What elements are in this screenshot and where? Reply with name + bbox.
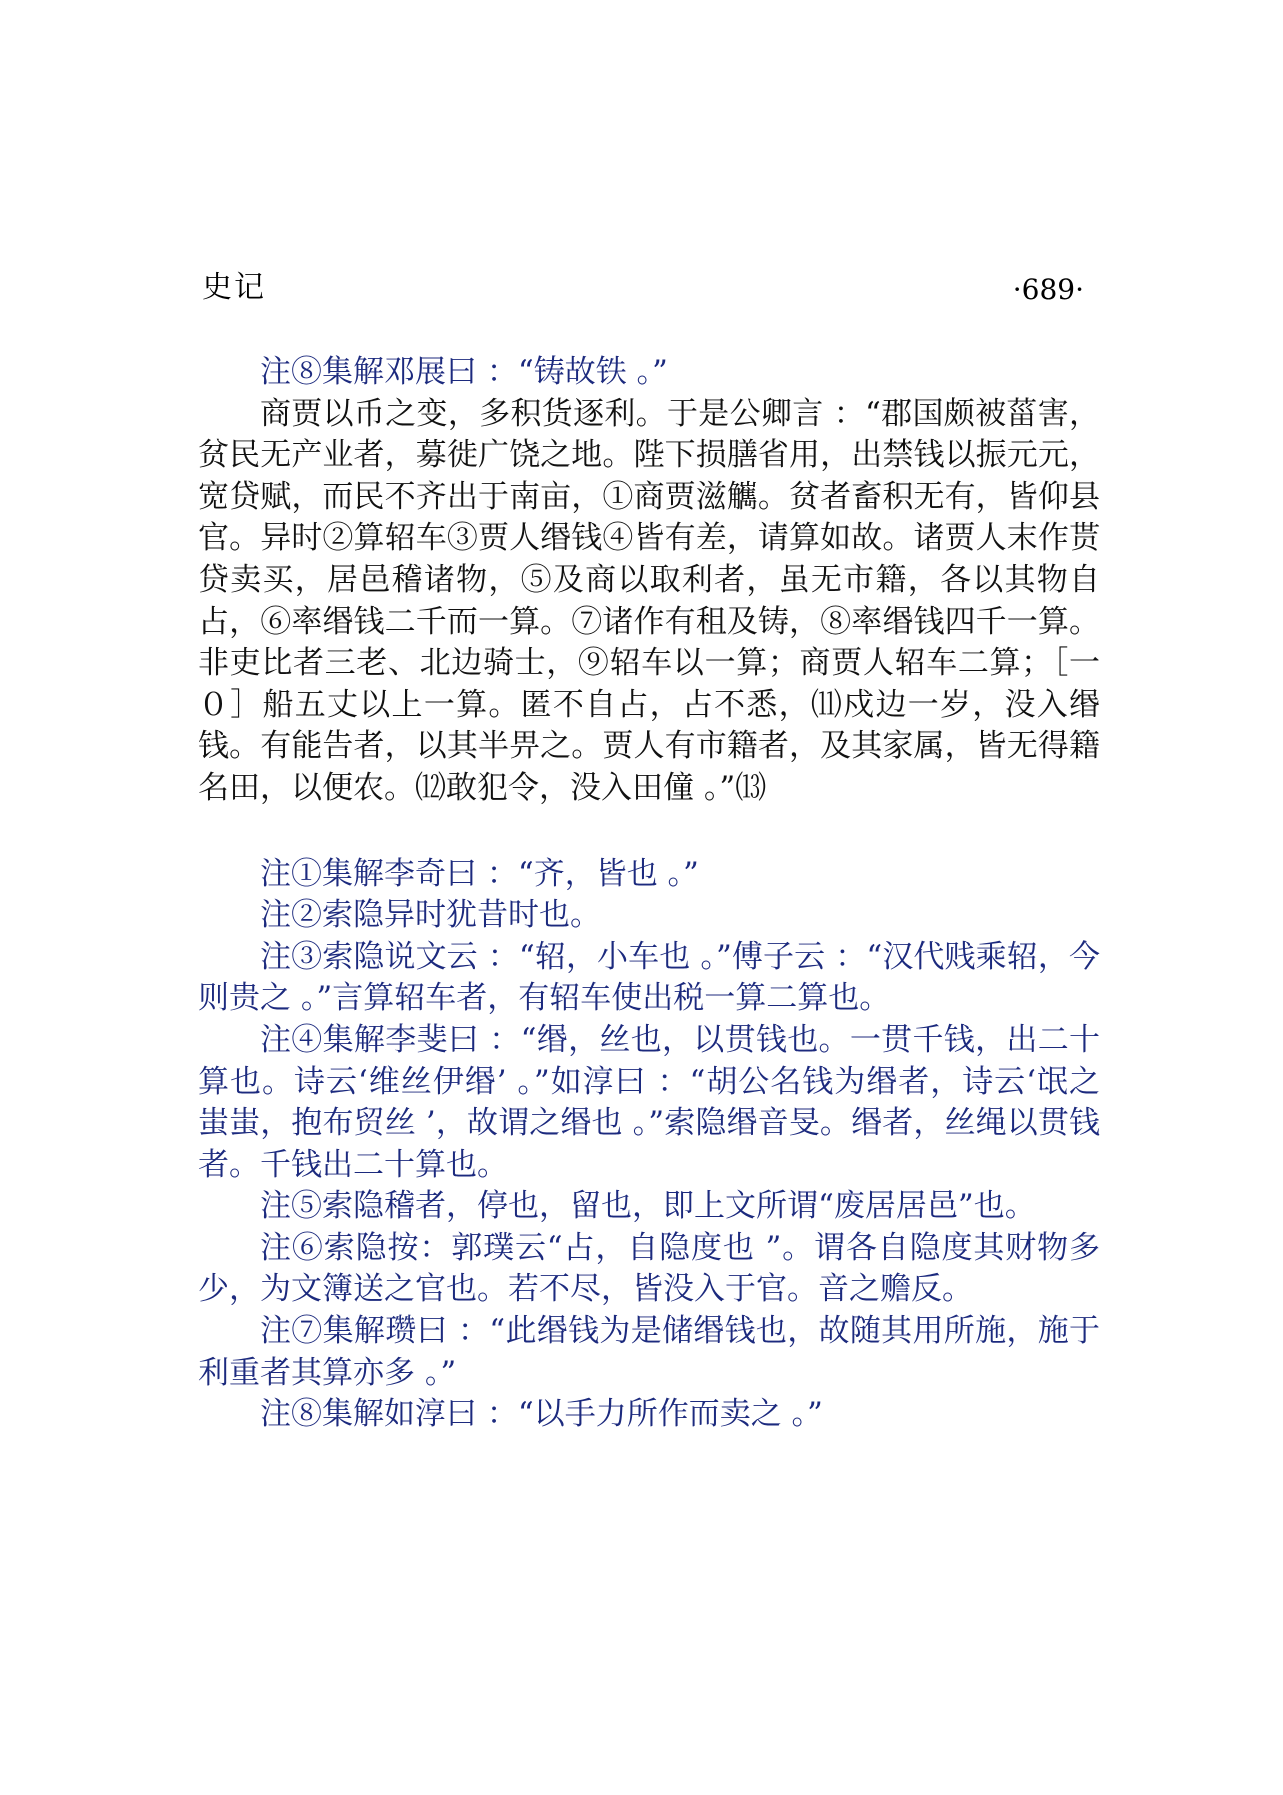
- note-5: 注⑤索隐稽者，停也，留也，即上文所谓“废居居邑”也。: [260, 1188, 1036, 1225]
- main-paragraph: 商贾以币之变，多积货逐利。于是公卿言 ：“郡国颇被菑害，贫民无产业者，募徙广饶之地。陛下损膳省用，出禁钱以振元元，宽贷赋，而民不齐出于南亩，①商贾滋觽。贫者畜积无有，皆仰县官。异时②算轺车③贾人缗钱④皆有差，请算如故。诸贾人末作贳贷卖买，居邑稽诸物，⑤及商以取利者，虽无市籍，各以其物自占，⑥率缗钱二千而一算。⑦诸作有租及铸，⑧率缗钱四千一算。非吏比者三老、北边骑士，⑨轺车以一算；商贾人轺车二算；［一０］船五丈以上一算。匿不自占，占不悉，⑾戍边一岁，没入缗钱。有能告者，以其半畀之。贾人有市籍者，及其家属，皆无得籍名田，以便农。⑿敢犯令，没入田僮 。”⒀: [198, 395, 1100, 806]
- note-7: 注⑦集解瓒曰 ：“此缗钱为是储缗钱也，故随其用所施，施于利重者其算亦多 。”: [198, 1313, 1100, 1391]
- note-6: 注⑥索隐按：郭璞云“占，自隐度也 ”。谓各自隐度其财物多少，为文簿送之官也。若不尽，皆没入于官。音之赡反。: [198, 1229, 1100, 1308]
- page-body: [198, 352, 1100, 1436]
- lead-note: 注⑧集解邓展曰 ：“铸故铁 。”: [260, 354, 668, 390]
- note-1: 注①集解李奇曰 ：“齐，皆也 。”: [260, 855, 699, 892]
- note-4: 注④集解李斐曰 ：“缗，丝也，以贯钱也。一贯千钱，出二十算也。诗云‘维丝伊缗’ 。”如淳曰 ：“胡公名钱为缗者，诗云‘氓之蚩蚩，抱布贸丝 ’，故谓之缗也 。”索隐缗音旻。缗者，丝绳以贯钱者。千钱出二十算也。: [198, 1021, 1100, 1183]
- note-8: 注⑧集解如淳曰 ：“以手力所作而卖之 。”: [260, 1396, 823, 1433]
- section-gap: [198, 810, 1100, 854]
- note-3: 注③索隐说文云 ：“轺，小车也 。”傅子云 ：“汉代贱乘轺，今则贵之 。”言算轺车者，有轺车使出税一算二算也。: [198, 938, 1100, 1017]
- book-title: 史记: [202, 270, 266, 305]
- note-2: 注②索隐异时犹昔时也。: [260, 897, 601, 934]
- page-number: ·689·: [1012, 273, 1084, 306]
